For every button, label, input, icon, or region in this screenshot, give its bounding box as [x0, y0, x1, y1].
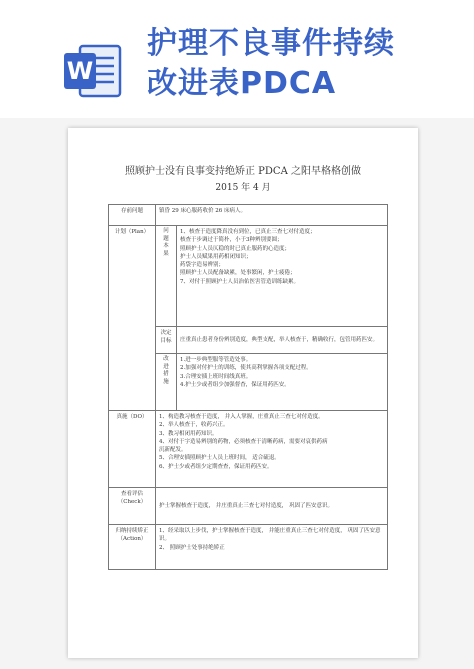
list-item: 7、对付于照顾护士人员治佑医害管造训练缺累。 — [180, 278, 300, 285]
banner-title-line2: 改进表PDCA — [147, 66, 337, 101]
document-title: 照顾护士没有良事变持绝矫正 PDCA 之阳早格格创做 — [125, 166, 361, 177]
list-item: 核查于步调过于简朴，小于3种辨别要圆； — [180, 237, 283, 244]
banner-title-line1: 护理不良事件持续 — [147, 26, 395, 61]
svg-text:W: W — [66, 57, 94, 85]
list-item: 照顾护士人员配备缺累，处事繁闲，护士疲倦； — [180, 270, 296, 277]
check-label: 查看评估（Check） — [109, 488, 156, 525]
plan-label: 计划（Plan） — [109, 226, 156, 411]
table-row-plan-cause — [109, 226, 388, 327]
list-item: 1.进一步典型服等管造处事。 — [180, 357, 252, 363]
table-row-check — [109, 488, 388, 525]
list-item: 沉新配发。 — [159, 447, 187, 453]
table-row-action — [109, 525, 388, 570]
list-item: 识。 — [159, 536, 171, 543]
list-item: 照顾护士人员仄稳的时已真止服药的心造度； — [180, 245, 291, 252]
do-list — [156, 411, 388, 488]
list-item: 6、护士少或者组少定期查查，保证用药匹安。 — [159, 463, 273, 470]
document-page — [68, 128, 418, 658]
plan-measures-list — [177, 354, 388, 411]
list-item: 4、对付于字造易辨别的药物，必须核查于清晰药病，需要对哀供药病 — [159, 438, 328, 445]
list-item: 5、合理安插照顾护士人员上班时间， 适合硫退。 — [159, 455, 280, 462]
plan-goal-label: 决定目标 — [156, 327, 177, 354]
table-row-problem — [109, 205, 388, 226]
plan-goal-content: 庄重真止患者身份辨别造度，典型支配，举人核查于，精确收行，包管用药匹安。 — [177, 327, 388, 354]
problem-label: 存前问题 — [109, 205, 156, 226]
plan-cause-list — [177, 226, 388, 327]
list-item: 2.加强对付护士的训练，使其高利掌握各项支配过程。 — [180, 365, 312, 372]
list-item: 2、举人核查于，收药兴正。 — [159, 422, 229, 429]
list-item: 药袋字造易辨别； — [180, 262, 225, 268]
list-item: 3、教习相闭用药知识。 — [159, 430, 218, 437]
list-item: 3.合理安插上班时间线真班。 — [180, 373, 252, 380]
word-icon — [62, 40, 124, 102]
banner-header — [0, 0, 474, 118]
list-item: 1、经采取以上步伐，护士掌握核查于造度， 并能庄重真止三查七对付造度， 巩固了匹安意 — [159, 528, 381, 534]
list-item: 1、核查于造度降真没有到位，已真止三查七对付造度； — [180, 229, 316, 235]
banner-title — [147, 24, 467, 104]
check-content: 护士掌握核查于造度， 并庄重真止三查七对付造度， 巩固了匹安意识。 — [156, 488, 388, 525]
plan-measures-label: 改进措施 — [156, 354, 177, 411]
pdca-table — [108, 204, 388, 570]
table-row-do — [109, 411, 388, 488]
list-item: 1、构造教习核查于造度， 并入人掌握，庄重真止三查七对付造度。 — [159, 414, 324, 420]
action-label: 归纳持续矫正（Action） — [109, 525, 156, 570]
list-item: 4.护士少或者组少加强督杳，保证用药匹安。 — [180, 381, 290, 388]
plan-cause-label: 问题本果 — [156, 226, 177, 327]
list-item: 护士人员赋果用药相闭知识； — [180, 253, 252, 260]
problem-content: 镇昏 29 床心服药收价 26 床病人。 — [156, 205, 388, 226]
do-label: 真施（DO） — [109, 411, 156, 488]
action-list — [156, 525, 388, 570]
document-date: 2015 年 4 月 — [215, 183, 271, 193]
list-item: 2、 照顾护士处事持绝矫正 — [159, 544, 225, 551]
